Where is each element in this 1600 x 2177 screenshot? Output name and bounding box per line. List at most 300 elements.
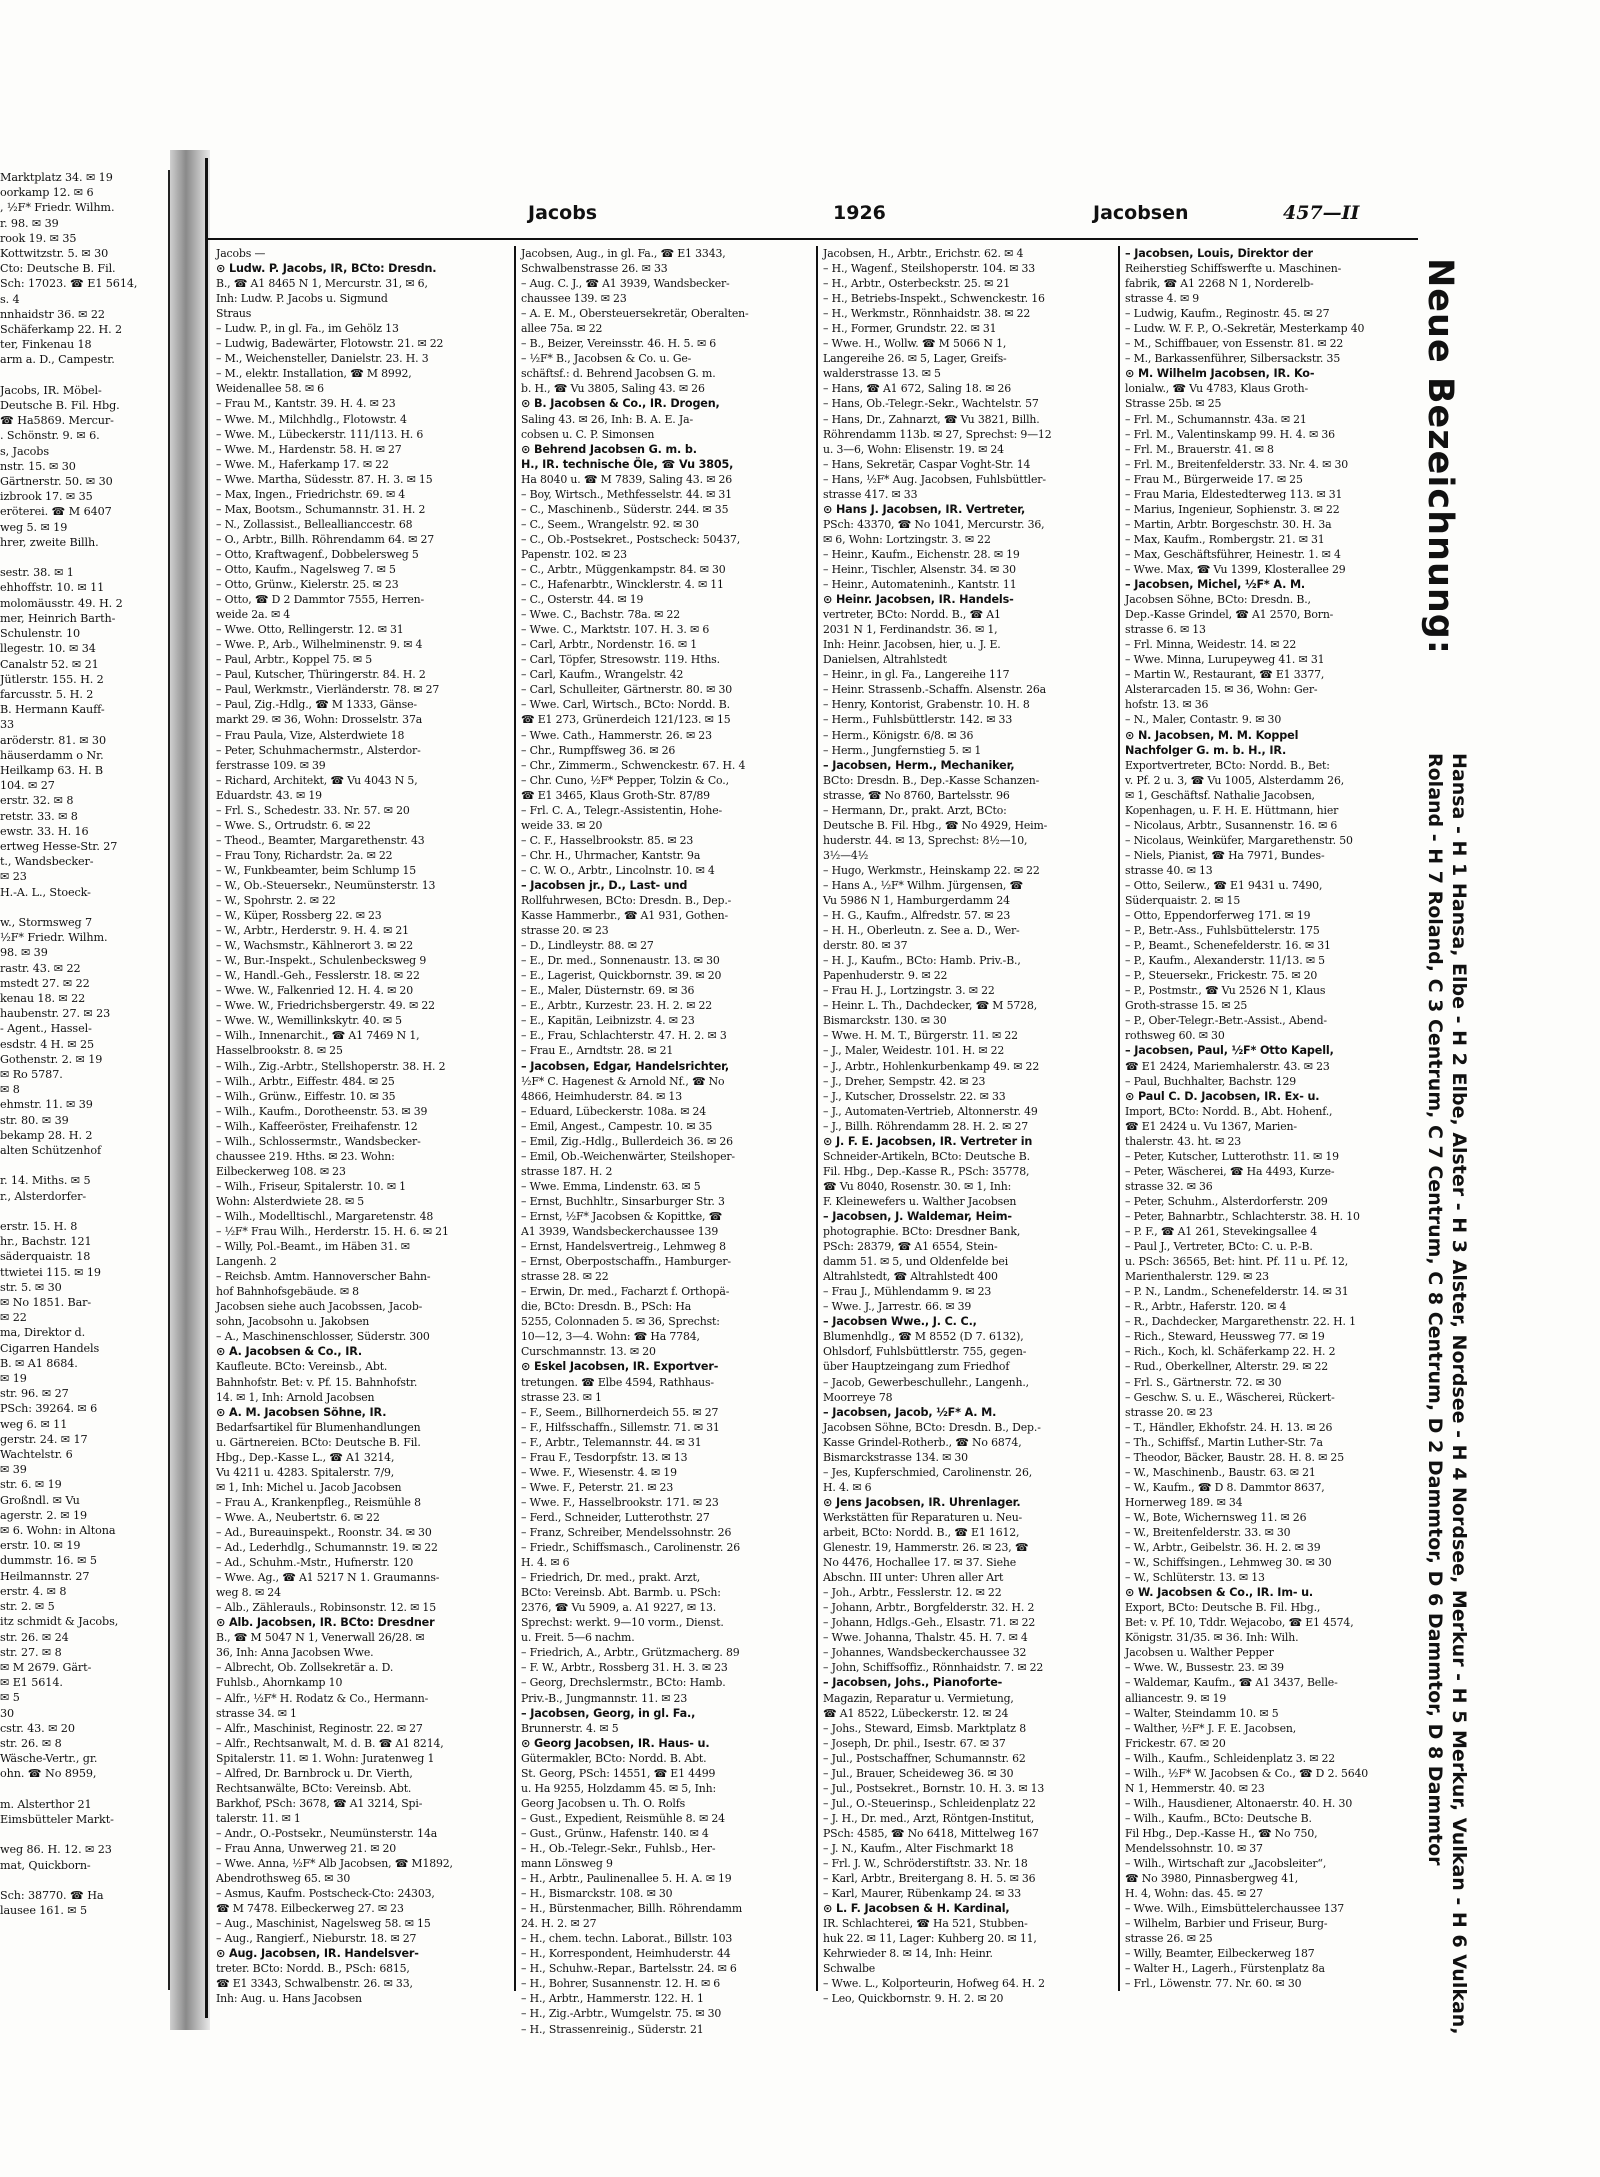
directory-entry-line: ☎ E1 3465, Klaus Groth-Str. 87/89 <box>521 788 710 802</box>
directory-entry-line: – Ferd., Schneider, Lutterothstr. 27 <box>521 1510 710 1524</box>
directory-entry-line: – H., chem. techn. Laborat., Billstr. 103 <box>521 1932 733 1946</box>
left-page-line: arm a. D., Campestr. <box>0 353 115 367</box>
directory-entry-line: – E., Maler, Düsternstr. 69. ✉ 36 <box>521 984 695 998</box>
directory-entry-line: – Wwe. S., Ortrudstr. 6. ✉ 22 <box>216 818 371 832</box>
directory-entry-line: ⊙ L. F. Jacobsen & H. Kardinal, <box>823 1902 1010 1916</box>
directory-entry-line: strasse 23. ✉ 1 <box>521 1390 602 1404</box>
directory-entry-line: – Niels, Pianist, ☎ Ha 7971, Bundes- <box>1125 848 1325 862</box>
directory-entry-line: strasse 20. ✉ 23 <box>521 924 609 938</box>
left-page-fragment <box>0 170 171 1990</box>
left-page-line: ehhoffstr. 10. ✉ 11 <box>0 581 105 595</box>
directory-entry-line: weide 2a. ✉ 4 <box>216 608 291 622</box>
left-page-line: H.-A. L., Stoeck- <box>0 885 91 899</box>
directory-entry-line: B., ☎ M 5047 N 1, Venerwall 26/28. ✉ <box>216 1631 425 1645</box>
left-page-line: haubenstr. 27. ✉ 23 <box>0 1007 111 1021</box>
directory-entry-line: Papenstr. 102. ✉ 23 <box>521 547 627 561</box>
directory-entry-line: – P., Betr.-Ass., Fuhlsbüttelerstr. 175 <box>1125 924 1320 938</box>
directory-entry-line: fabrik, ☎ A1 2268 N 1, Norderelb- <box>1125 277 1314 291</box>
directory-entry-line: – Johs., Steward, Eimsb. Marktplatz 8 <box>823 1721 1026 1735</box>
directory-entry-line: Langenh. 2 <box>216 1255 277 1269</box>
column-divider <box>514 246 516 1991</box>
directory-entry-line: Röhrendamm 113b. ✉ 27, Sprechst: 9—12 <box>823 427 1052 441</box>
directory-entry-line: – Wwe. F., Peterstr. 21. ✉ 23 <box>521 1480 674 1494</box>
directory-entry-line: Eilbeckerweg 108. ✉ 23 <box>216 1164 346 1178</box>
column-divider <box>816 246 818 1991</box>
directory-entry-line: – M., elektr. Installation, ☎ M 8992, <box>216 367 412 381</box>
directory-entry-line: – Carl, Töpfer, Stresowstr. 119. Hths. <box>521 653 720 667</box>
directory-entry-line: markt 29. ✉ 36, Wohn: Drosselstr. 37a <box>216 713 423 727</box>
left-page-line: izbrook 17. ✉ 35 <box>0 490 93 504</box>
directory-entry-line: – Aug. C. J., ☎ A1 3939, Wandsbecker- <box>521 277 730 291</box>
directory-entry-line: huk 22. ✉ 11, Lager: Kuhberg 20. ✉ 11, <box>823 1932 1037 1946</box>
directory-entry-line: ☎ M 7478. Eilbeckerweg 27. ✉ 23 <box>216 1902 404 1916</box>
directory-entry-line: – Otto, Seilerw., ☎ E1 9431 u. 7490, <box>1125 878 1323 892</box>
directory-entry-line: – Willy, Beamter, Eilbeckerweg 187 <box>1125 1947 1315 1961</box>
directory-entry-line: Schneider-Artikeln, BCto: Deutsche B. <box>823 1149 1030 1163</box>
directory-entry-line: Brunnerstr. 4. ✉ 5 <box>521 1721 619 1735</box>
directory-entry-line: u. Freit. 5—6 nachm. <box>521 1631 635 1645</box>
left-page-line: str. 5. ✉ 30 <box>0 1280 62 1294</box>
directory-entry-line: Langereihe 26. ✉ 5, Lager, Greifs- <box>823 352 1007 366</box>
directory-entry-line: – Paul, Zig.-Hdlg., ☎ M 1333, Gänse- <box>216 698 417 712</box>
directory-entry-line: – Walter, Steindamm 10. ✉ 5 <box>1125 1706 1279 1720</box>
entry-column-3 <box>823 246 1113 2006</box>
directory-entry-line: – Jacobsen, Herm., Mechaniker, <box>823 758 1015 772</box>
directory-entry-line: – Wwe. Johanna, Thalstr. 45. H. 7. ✉ 4 <box>823 1631 1028 1645</box>
directory-entry-line: 2031 N 1, Ferdinandstr. 36. ✉ 1, <box>823 623 998 637</box>
left-page-line: erstr. 32. ✉ 8 <box>0 794 74 808</box>
directory-entry-line: – Ludw. P., in gl. Fa., im Gehölz 13 <box>216 322 399 336</box>
directory-entry-line: – Hans, Ob.-Telegr.-Sekr., Wachtelstr. 57 <box>823 397 1039 411</box>
directory-entry-line: – J., Automaten-Vertrieb, Altonnerstr. 49 <box>823 1104 1038 1118</box>
left-page-line: Cto: Deutsche B. Fil. <box>0 262 116 276</box>
directory-entry-line: 10—12, 3—4. Wohn: ☎ Ha 7784, <box>521 1330 700 1344</box>
directory-entry-line: – F., Seem., Billhornerdeich 55. ✉ 27 <box>521 1405 719 1419</box>
left-page-line: lausee 161. ✉ 5 <box>0 1904 88 1918</box>
directory-entry-line: Export, BCto: Deutsche B. Fil. Hbg., <box>1125 1601 1321 1615</box>
directory-entry-line: – Peter, Schuhmachermstr., Alsterdor- <box>216 743 421 757</box>
directory-entry-line: Glenestr. 19, Hammerstr. 26. ✉ 23, ☎ <box>823 1541 1029 1555</box>
left-page-line: ewstr. 33. H. 16 <box>0 824 89 838</box>
left-page-line: Großndl. ✉ Vu <box>0 1493 80 1507</box>
directory-entry-line: – H. J., Kaufm., BCto: Hamb. Priv.-B., <box>823 954 1021 968</box>
directory-entry-line: – R., Arbtr., Haferstr. 120. ✉ 4 <box>1125 1300 1287 1314</box>
left-page-line <box>0 1827 168 1842</box>
directory-entry-line: – Wilh., Hausdiener, Altonaerstr. 40. H. 30 <box>1125 1796 1353 1810</box>
directory-entry-line: – J., Maler, Weidestr. 101. H. ✉ 22 <box>823 1044 1005 1058</box>
left-page-line: ohn. ☎ No 8959, <box>0 1767 97 1781</box>
directory-entry-line: – Otto, ☎ D 2 Dammtor 7555, Herren- <box>216 593 425 607</box>
directory-entry-line: – Herm., Jungfernstieg 5. ✉ 1 <box>823 743 982 757</box>
directory-entry-line: – Emil, Zig.-Hdlg., Bullerdeich 36. ✉ 26 <box>521 1134 733 1148</box>
directory-entry-line: – Frau Anna, Unwerweg 21. ✉ 20 <box>216 1841 397 1855</box>
header-left-word: Jacobs <box>528 202 598 224</box>
left-page-line: ✉ 22 <box>0 1311 27 1325</box>
directory-entry-line: – H., Zig.-Arbtr., Wumgelstr. 75. ✉ 30 <box>521 2007 722 2021</box>
directory-entry-line: – Th., Schiffsf., Martin Luther-Str. 7a <box>1125 1435 1323 1449</box>
directory-entry-line: – Jacobsen, Edgar, Handelsrichter, <box>521 1059 729 1073</box>
directory-entry-line: – John, Schiffsoffiz., Rönnhaidstr. 7. ✉ 22 <box>823 1661 1044 1675</box>
directory-entry-line: weg 8. ✉ 24 <box>216 1586 281 1600</box>
directory-entry-line: Curschmannstr. 13. ✉ 20 <box>521 1345 656 1359</box>
directory-entry-line: thalerstr. 43. ht. ✉ 23 <box>1125 1134 1242 1148</box>
directory-entry-line: – Andr., O.-Postsekr., Neumünsterstr. 14a <box>216 1826 438 1840</box>
left-page-line: Jütlerstr. 155. H. 2 <box>0 672 104 686</box>
left-page-line: t., Wandsbecker- <box>0 855 94 869</box>
directory-entry-line: – Wwe. Wilh., Eimsbüttelerchaussee 137 <box>1125 1902 1345 1916</box>
directory-entry-line: ⊙ Heinr. Jacobsen, IR. Handels- <box>823 593 1014 607</box>
directory-entry-line: Bahnhofstr. Bet: v. Pf. 15. Bahnhofstr. <box>216 1375 418 1389</box>
directory-entry-line: PSch: 28379, ☎ A1 6554, Stein- <box>823 1240 998 1254</box>
directory-entry-line: – Wwe. Martha, Südesstr. 87. H. 3. ✉ 15 <box>216 472 433 486</box>
directory-entry-line: ⊙ Georg Jacobsen, IR. Haus- u. <box>521 1736 710 1750</box>
left-page-line: mat, Quickborn- <box>0 1858 91 1872</box>
directory-entry-line: ☎ A1 8522, Lübeckerstr. 12. ✉ 24 <box>823 1706 1009 1720</box>
directory-entry-line: strasse 6. ✉ 13 <box>1125 623 1206 637</box>
directory-entry-line: – Max, Geschäftsführer, Heinestr. 1. ✉ 4 <box>1125 547 1341 561</box>
directory-entry-line: – Jacobsen Wwe., J. C. C., <box>823 1315 977 1329</box>
left-page-line: Jacobs, IR. Möbel- <box>0 383 102 397</box>
directory-entry-line: Jacobsen siehe auch Jacobssen, Jacob- <box>216 1300 423 1314</box>
directory-entry-line: – Chr., Rumpffsweg 36. ✉ 26 <box>521 743 676 757</box>
left-page-line: sestr. 38. ✉ 1 <box>0 566 74 580</box>
directory-entry-line: – Heinr. Strassenb.-Schaffn. Alsenstr. 26a <box>823 683 1046 697</box>
directory-entry-line: – W., Ob.-Steuersekr., Neumünsterstr. 13 <box>216 878 436 892</box>
directory-entry-line: Strasse 25b. ✉ 25 <box>1125 397 1222 411</box>
left-page-line: dummstr. 16. ✉ 5 <box>0 1554 97 1568</box>
left-page-line: esdstr. 4 H. ✉ 25 <box>0 1037 94 1051</box>
directory-entry-line: strasse 28. ✉ 22 <box>521 1270 609 1284</box>
directory-entry-line: Schwalbe <box>823 1962 876 1976</box>
directory-entry-line: – Karl, Maurer, Rübenkamp 24. ✉ 33 <box>823 1887 1022 1901</box>
directory-entry-line: – Frau J., Mühlendamm 9. ✉ 23 <box>823 1285 992 1299</box>
directory-entry-line: – J. H., Dr. med., Arzt, Röntgen-Institut, <box>823 1811 1035 1825</box>
directory-entry-line: lonialw., ☎ Vu 4783, Klaus Groth- <box>1125 382 1308 396</box>
directory-entry-line: – H. G., Kaufm., Alfredstr. 57. ✉ 23 <box>823 909 1011 923</box>
left-page-line <box>0 550 168 565</box>
left-page-line: s, Jacobs <box>0 444 50 458</box>
directory-entry-line: Mendelssohnstr. 10. ✉ 37 <box>1125 1841 1263 1855</box>
directory-entry-line: BCto: Dresdn. B., Dep.-Kasse Schanzen- <box>823 773 1040 787</box>
directory-entry-line: – C., Arbtr., Müggenkampstr. 84. ✉ 30 <box>521 562 726 576</box>
directory-entry-line: – H., Bismarckstr. 108. ✉ 30 <box>521 1887 673 1901</box>
directory-entry-line: Inh: Heinr. Jacobsen, hier, u. J. E. <box>823 638 1001 652</box>
directory-entry-line: – W., Bote, Wichernsweg 11. ✉ 26 <box>1125 1510 1307 1524</box>
directory-entry-line: – W., Wachsmstr., Kählnerort 3. ✉ 22 <box>216 939 413 953</box>
directory-entry-line: ⊙ Jens Jacobsen, IR. Uhrenlager. <box>823 1495 1021 1509</box>
directory-entry-line: – Wwe. Ag., ☎ A1 5217 N 1. Graumanns- <box>216 1571 440 1585</box>
left-page-line: str. 6. ✉ 19 <box>0 1478 62 1492</box>
left-page-line: Marktplatz 34. ✉ 19 <box>0 171 113 184</box>
left-page-line <box>0 1204 168 1219</box>
left-page-line: ttwietei 115. ✉ 19 <box>0 1265 101 1279</box>
directory-entry-line: Königstr. 31/35. ✉ 36. Inh: Wilh. <box>1125 1631 1299 1645</box>
directory-entry-line: – Frl. M., Breitenfelderstr. 33. Nr. 4. ✉ 30 <box>1125 457 1349 471</box>
directory-entry-line: – B., Beizer, Vereinsstr. 46. H. 5. ✉ 6 <box>521 337 717 351</box>
directory-entry-line: – P., Postmstr., ☎ Vu 2526 N 1, Klaus <box>1125 984 1326 998</box>
directory-entry-line: – Jacobsen, Michel, ½F* A. M. <box>1125 578 1306 592</box>
directory-entry-line: tretungen. ☎ Elbe 4594, Rathhaus- <box>521 1375 714 1389</box>
directory-entry-line: strasse 417. ✉ 33 <box>823 487 918 501</box>
directory-entry-line: – Otto, Grünw., Kielerstr. 25. ✉ 23 <box>216 578 399 592</box>
directory-entry-line: – W., Kaufm., ☎ D 8. Dammtor 8637, <box>1125 1480 1325 1494</box>
column-divider <box>1118 246 1120 1991</box>
directory-entry-line: Danielsen, Altrahlstedt <box>823 653 947 667</box>
left-page-line: B. ✉ A1 8684. <box>0 1356 78 1370</box>
directory-entry-line: – P., Beamt., Schenefelderstr. 16. ✉ 31 <box>1125 939 1331 953</box>
banner-line-2: Roland - H 7 Roland, C 3 Centrum, C 7 Centrum, C 8 Centrum, D 2 Dammtor, D 6 Dammtor, D 8 Dammtor <box>1424 753 1446 1866</box>
directory-entry-line: alliancestr. 9. ✉ 19 <box>1125 1691 1227 1705</box>
directory-entry-line: Frickestr. 67. ✉ 20 <box>1125 1736 1226 1750</box>
directory-entry-line: – Jul., Postsekret., Bornstr. 10. H. 3. ✉ 13 <box>823 1781 1045 1795</box>
directory-entry-line: – Carl, Schulleiter, Gärtnerstr. 80. ✉ 30 <box>521 683 732 697</box>
directory-entry-line: ⊙ B. Jacobsen & Co., IR. Drogen, <box>521 397 720 411</box>
directory-entry-line: – Ludw. W. F. P., O.-Sekretär, Mesterkamp 40 <box>1125 322 1365 336</box>
directory-entry-line: – Wilh., Grünw., Eiffestr. 10. ✉ 35 <box>216 1089 396 1103</box>
directory-entry-line: Jacobsen Söhne, BCto: Dresdn. B., <box>1125 593 1311 607</box>
directory-entry-line: Ha 8040 u. ☎ M 7839, Saling 43. ✉ 26 <box>521 472 733 486</box>
directory-entry-line: Gütermakler, BCto: Nordd. B. Abt. <box>521 1751 707 1765</box>
directory-entry-line: – Otto, Eppendorferweg 171. ✉ 19 <box>1125 909 1311 923</box>
left-page-line: retstr. 33. ✉ 8 <box>0 809 78 823</box>
directory-entry-line: – H., Werkmstr., Rönnhaidstr. 38. ✉ 22 <box>823 307 1031 321</box>
directory-entry-line: – Wilh., Kaufm., BCto: Deutsche B. <box>1125 1811 1312 1825</box>
left-page-line: mer, Heinrich Barth- <box>0 611 116 625</box>
directory-entry-line: – C. F., Hasselbrookstr. 85. ✉ 23 <box>521 833 694 847</box>
directory-entry-line: Weidenallee 58. ✉ 6 <box>216 382 324 396</box>
left-page-line: PSch: 39264. ✉ 6 <box>0 1402 98 1416</box>
directory-entry-line: ⊙ Eskel Jacobsen, IR. Exportver- <box>521 1360 719 1374</box>
left-page-line <box>0 1158 168 1173</box>
directory-entry-line: ½F* C. Hagenest & Arnold Nf., ☎ No <box>521 1074 725 1088</box>
directory-entry-line: – Alfr., ½F* H. Rodatz & Co., Hermann- <box>216 1691 429 1705</box>
directory-entry-line: – E., Kapitän, Leibnizstr. 4. ✉ 23 <box>521 1014 695 1028</box>
left-page-line: B. Hermann Kauff- <box>0 703 105 717</box>
left-page-line: str. 80. ✉ 39 <box>0 1113 69 1127</box>
directory-entry-line: – Walther, ½F* J. F. E. Jacobsen, <box>1125 1721 1297 1735</box>
directory-entry-line: – Rud., Oberkellner, Alterstr. 29. ✉ 22 <box>1125 1360 1329 1374</box>
directory-entry-line: – Paul, Buchhalter, Bachstr. 129 <box>1125 1074 1297 1088</box>
directory-entry-line: – Alfr., Rechtsanwalt, M. d. B. ☎ A1 8214, <box>216 1736 444 1750</box>
directory-entry-line: – Heinr., Automateninh., Kantstr. 11 <box>823 578 1017 592</box>
directory-entry-line: – P., Steuersekr., Frickestr. 75. ✉ 20 <box>1125 969 1318 983</box>
directory-entry-line: – Johann, Arbtr., Borgfelderstr. 32. H. 2 <box>823 1601 1035 1615</box>
directory-entry-line: ✉ 1, Geschäftsf. Nathalie Jacobsen, <box>1125 788 1315 802</box>
directory-entry-line: ⊙ A. Jacobsen & Co., IR. <box>216 1345 363 1359</box>
directory-entry-line: – H., Former, Grundstr. 22. ✉ 31 <box>823 322 997 336</box>
directory-entry-line: – N., Zollassist., Belleallianccestr. 68 <box>216 517 413 531</box>
directory-entry-line: – Frau H. J., Lortzingstr. 3. ✉ 22 <box>823 984 995 998</box>
directory-entry-line: Reiherstieg Schiffswerfte u. Maschinen- <box>1125 262 1342 276</box>
left-page-line <box>0 368 168 383</box>
directory-entry-line: – J., Dreher, Sempstr. 42. ✉ 23 <box>823 1074 986 1088</box>
directory-entry-line: arbeit, BCto: Nordd. B., ☎ E1 1612, <box>823 1525 1020 1539</box>
directory-entry-line: – Theod., Beamter, Margarethenstr. 43 <box>216 833 425 847</box>
directory-entry-line: strasse 34. ✉ 1 <box>216 1706 297 1720</box>
directory-entry-line: – Wwe. M., Haferkamp 17. ✉ 22 <box>216 457 389 471</box>
directory-entry-line: – Frau Tony, Richardstr. 2a. ✉ 22 <box>216 848 393 862</box>
left-page-line <box>0 900 168 915</box>
directory-entry-line: – J., Arbtr., Hohlenkurbenkamp 49. ✉ 22 <box>823 1059 1040 1073</box>
directory-entry-line: – Friedrich, A., Arbtr., Grützmacherg. 89 <box>521 1646 740 1660</box>
left-page-line: r. 14. Miths. ✉ 5 <box>0 1174 91 1188</box>
directory-entry-line: PSch: 43370, ☎ No 1041, Mercurstr. 36, <box>823 517 1045 531</box>
directory-entry-line: Bet: v. Pf. 10, Tddr. Wejacobo, ☎ E1 4574, <box>1125 1616 1354 1630</box>
left-page-line: alten Schützenhof <box>0 1144 102 1157</box>
left-page-line: 98. ✉ 39 <box>0 946 48 960</box>
left-page-line: weg 6. ✉ 11 <box>0 1417 68 1431</box>
directory-entry-line: – Friedr., Schiffsmasch., Carolinenstr. 26 <box>521 1541 741 1555</box>
directory-entry-line: – Jacobsen, Jacob, ½F* A. M. <box>823 1405 997 1419</box>
directory-entry-line: – C., Hafenarbtr., Wincklerstr. 4. ✉ 11 <box>521 578 724 592</box>
directory-entry-line: – Jacobsen, Paul, ½F* Otto Kapell, <box>1125 1044 1334 1058</box>
directory-entry-line: – Franz, Schreiber, Mendelssohnstr. 26 <box>521 1525 732 1539</box>
directory-entry-line: strasse 187. H. 2 <box>521 1164 613 1178</box>
header-right-word: Jacobsen <box>1093 202 1189 224</box>
left-page-line: s. 4 <box>0 292 20 306</box>
directory-entry-line: – Wwe. F., Hasselbrookstr. 171. ✉ 23 <box>521 1495 719 1509</box>
directory-entry-line: – E., Frau, Schlachterstr. 47. H. 2. ✉ 3 <box>521 1029 727 1043</box>
left-page-line: aröderstr. 81. ✉ 30 <box>0 733 106 747</box>
directory-entry-line: – Hermann, Dr., prakt. Arzt, BCto: <box>823 803 1007 817</box>
left-page-line: Wachtelstr. 6 <box>0 1448 73 1462</box>
directory-entry-line: Bismarckstrasse 134. ✉ 30 <box>823 1450 968 1464</box>
directory-entry-line: 24. H. 2. ✉ 27 <box>521 1917 597 1931</box>
directory-entry-line: – Wilh., Modelltischl., Margaretenstr. 48 <box>216 1210 434 1223</box>
directory-entry-line: Vu 5986 N 1, Hamburgerdamm 24 <box>823 894 1010 908</box>
left-page-line: molomäusstr. 49. H. 2 <box>0 596 123 610</box>
directory-entry-line: – R., Dachdecker, Margarethenstr. 22. H. 1 <box>1125 1315 1356 1329</box>
directory-entry-line: ⊙ M. Wilhelm Jacobsen, IR. Ko- <box>1125 367 1315 381</box>
left-page-line: ✉ E1 5614. <box>0 1676 63 1690</box>
left-page-line: rastr. 43. ✉ 22 <box>0 961 81 975</box>
directory-entry-line: Nachfolger G. m. b. H., IR. <box>1125 743 1287 757</box>
directory-entry-line: Rechtsanwälte, BCto: Vereinsb. Abt. <box>216 1781 412 1795</box>
directory-entry-line: – W., Breitenfelderstr. 33. ✉ 30 <box>1125 1525 1291 1539</box>
directory-entry-line: Altrahlstedt, ☎ Altrahlstedt 400 <box>823 1270 998 1284</box>
directory-entry-line: – Wwe. Minna, Lurupeyweg 41. ✉ 31 <box>1125 653 1325 667</box>
left-page-line: rook 19. ✉ 35 <box>0 231 77 245</box>
directory-entry-line: ⊙ J. F. E. Jacobsen, IR. Vertreter in <box>823 1134 1033 1148</box>
directory-entry-line: No 4476, Hochallee 17. ✉ 37. Siehe <box>823 1556 1017 1570</box>
directory-entry-line: – Frl., Löwenstr. 77. Nr. 60. ✉ 30 <box>1125 1977 1302 1991</box>
left-page-line: ✉ Ro 5787. <box>0 1067 63 1081</box>
directory-entry-line: Barkhof, PSch: 3678, ☎ A1 3214, Spi- <box>216 1796 423 1810</box>
directory-entry-line: – Frl. C. A., Telegr.-Assistentin, Hohe- <box>521 803 723 817</box>
left-page-line: str. 27. ✉ 8 <box>0 1645 62 1659</box>
directory-entry-line: – Wwe. W., Bussestr. 23. ✉ 39 <box>1125 1661 1284 1675</box>
directory-entry-line: ferstrasse 109. ✉ 39 <box>216 758 326 772</box>
directory-entry-line: – Ad., Schuhm.-Mstr., Hufnerstr. 120 <box>216 1556 414 1570</box>
directory-entry-line: – Frl. Minna, Weidestr. 14. ✉ 22 <box>1125 638 1297 652</box>
directory-entry-line: – J. N., Kaufm., Alter Fischmarkt 18 <box>823 1841 1014 1855</box>
directory-entry-line: – M., Weichensteller, Danielstr. 23. H. 3 <box>216 352 429 366</box>
left-page-line: Canalstr 52. ✉ 21 <box>0 657 99 671</box>
directory-entry-line: – ½F* Frau Wilh., Herderstr. 15. H. 6. ✉ 21 <box>216 1225 449 1239</box>
directory-entry-line: – Hans, ½F* Aug. Jacobsen, Fuhlsbüttler- <box>823 472 1046 486</box>
directory-entry-line: huderstr. 44. ✉ 13, Sprechst: 8½—10, <box>823 833 1028 847</box>
directory-entry-line: Wohn: Alsterdwiete 28. ✉ 5 <box>216 1194 365 1208</box>
directory-entry-line: ⊙ Hans J. Jacobsen, IR. Vertreter, <box>823 502 1026 516</box>
directory-entry-line: H., IR. technische Öle, ☎ Vu 3805, <box>521 457 734 471</box>
directory-entry-line: – Wwe. M., Milchhdlg., Flotowstr. 4 <box>216 412 407 426</box>
directory-entry-line: Inh: Aug. u. Hans Jacobsen <box>216 1992 362 2006</box>
left-page-line: kenau 18. ✉ 22 <box>0 991 86 1005</box>
directory-entry-line: – C., Ob.-Postsekret., Postscheck: 50437, <box>521 532 741 546</box>
directory-entry-line: treter. BCto: Nordd. B., PSch: 6815, <box>216 1962 410 1976</box>
left-page-line: m. Alsterthor 21 <box>0 1797 92 1811</box>
directory-entry-line: über Hauptzeingang zum Friedhof <box>823 1360 1010 1374</box>
directory-entry-line: – Chr. Cuno, ½F* Pepper, Tolzin & Co., <box>521 773 729 787</box>
directory-entry-line: – Hans, Sekretär, Caspar Voght-Str. 14 <box>823 457 1031 471</box>
directory-entry-line: – Martin W., Restaurant, ☎ E1 3377, <box>1125 668 1325 682</box>
directory-entry-line: – Peter, Wäscherei, ☎ Ha 4493, Kurze- <box>1125 1164 1335 1178</box>
directory-entry-line: Kopenhagen, u. F. H. E. Hüttmann, hier <box>1125 803 1339 817</box>
directory-entry-line: – W., Arbtr., Herderstr. 9. H. 4. ✉ 21 <box>216 924 409 938</box>
left-page-line: str. 2. ✉ 5 <box>0 1600 55 1614</box>
directory-entry-line: – Wwe. C., Bachstr. 78a. ✉ 22 <box>521 608 680 622</box>
directory-entry-line: – Frl. M., Brauerstr. 41. ✉ 8 <box>1125 442 1274 456</box>
directory-entry-line: – Wilh., Schlossermstr., Wandsbecker- <box>216 1134 421 1148</box>
left-page-line: ma, Direktor d. <box>0 1326 86 1340</box>
header-rule <box>208 238 1418 240</box>
directory-entry-line: damm 51. ✉ 5, und Oldenfelde bei <box>823 1255 1009 1269</box>
directory-entry-line: rothsweg 60. ✉ 30 <box>1125 1029 1225 1043</box>
directory-entry-line: – Wwe. Carl, Wirtsch., BCto: Nordd. B. <box>521 698 730 712</box>
entry-column-2 <box>521 246 811 2036</box>
directory-entry-line: – Friedrich, Dr. med., prakt. Arzt, <box>521 1571 701 1585</box>
directory-entry-line: ⊙ Aug. Jacobsen, IR. Handelsver- <box>216 1947 419 1961</box>
directory-entry-line: ⊙ Alb. Jacobsen, IR. BCto: Dresdner <box>216 1616 435 1630</box>
directory-entry-line: – Frau E., Arndtstr. 28. ✉ 21 <box>521 1044 674 1058</box>
left-page-line: nstr. 15. ✉ 30 <box>0 459 76 473</box>
directory-entry-line: – Paul, Kutscher, Thüringerstr. 84. H. 2 <box>216 668 426 682</box>
left-page-line: str. 26. ✉ 24 <box>0 1630 69 1644</box>
directory-entry-line: – W., Schlüterstr. 13. ✉ 13 <box>1125 1571 1265 1585</box>
directory-entry-line: Marienthalerstr. 129. ✉ 23 <box>1125 1270 1269 1284</box>
left-page-line: Heilmannstr. 27 <box>0 1569 90 1583</box>
directory-entry-line: – Wilh., Arbtr., Eiffestr. 484. ✉ 25 <box>216 1074 395 1088</box>
left-page-line: säderquaistr. 18 <box>0 1250 91 1264</box>
left-page-line: weg 5. ✉ 19 <box>0 520 68 534</box>
directory-entry-line: – Paul, Arbtr., Koppel 75. ✉ 5 <box>216 653 373 667</box>
directory-entry-line: – Frau M., Kantstr. 39. H. 4. ✉ 23 <box>216 397 396 411</box>
directory-entry-line: – Albrecht, Ob. Zollsekretär a. D. <box>216 1661 394 1675</box>
left-page-line: erstr. 4. ✉ 8 <box>0 1584 67 1598</box>
directory-entry-line: – Wwe. H. M. T., Bürgerstr. 11. ✉ 22 <box>823 1029 1018 1043</box>
directory-entry-line: – Wwe. Emma, Lindenstr. 63. ✉ 5 <box>521 1179 701 1193</box>
directory-entry-line: – Hans A., ½F* Wilhm. Jürgensen, ☎ <box>823 878 1023 892</box>
left-page-line: farcusstr. 5. H. 2 <box>0 687 94 701</box>
directory-entry-line: sohn, Jacobsohn u. Jakobsen <box>216 1315 370 1329</box>
left-page-line: erstr. 10. ✉ 19 <box>0 1539 81 1553</box>
directory-entry-line: – Wwe. L., Kolporteurin, Hofweg 64. H. 2 <box>823 1977 1045 1991</box>
directory-page <box>205 158 1418 2036</box>
directory-entry-line: u. Ha 9255, Holzdamm 45. ✉ 5, Inh: <box>521 1781 717 1795</box>
directory-entry-line: Jacobsen, Aug., in gl. Fa., ☎ E1 3343, <box>521 247 726 260</box>
directory-entry-line: – J., Billh. Röhrendamm 28. H. 2. ✉ 27 <box>823 1119 1029 1133</box>
left-page-line: hr., Bachstr. 121 <box>0 1235 92 1249</box>
left-page-line: ter, Finkenau 18 <box>0 338 92 352</box>
directory-entry-line: Import, BCto: Nordd. B., Abt. Hohenf., <box>1125 1104 1333 1118</box>
directory-entry-line: ☎ E1 273, Grünerdeich 121/123. ✉ 15 <box>521 713 731 727</box>
entry-column-4 <box>1125 246 1415 1991</box>
directory-entry-line: – Jacobsen, Louis, Direktor der <box>1125 247 1313 260</box>
directory-entry-line: ⊙ W. Jacobsen & Co., IR. Im- u. <box>1125 1586 1313 1600</box>
directory-entry-line: – Wwe. M., Hardenstr. 58. H. ✉ 27 <box>216 442 402 456</box>
directory-entry-line: – C., Seem., Wrangelstr. 92. ✉ 30 <box>521 517 699 531</box>
directory-entry-line: Dep.-Kasse Grindel, ☎ A1 2570, Born- <box>1125 608 1334 622</box>
